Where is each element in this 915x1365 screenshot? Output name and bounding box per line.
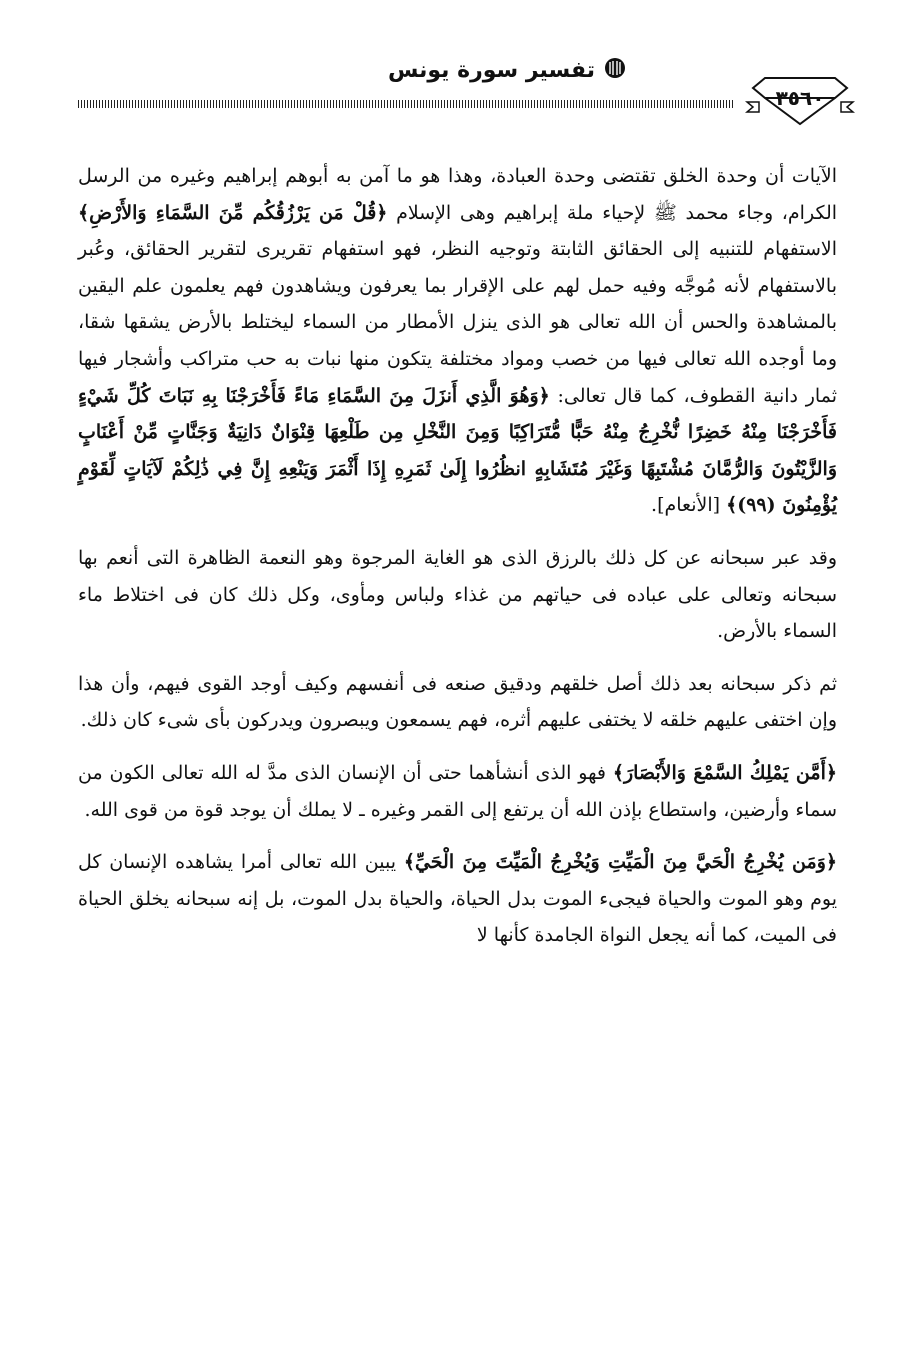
paragraph bbox=[78, 666, 837, 739]
quran-verse: ﴿أَمَّن يَمْلِكُ السَّمْعَ وَالأَبْصَارَ﴾ bbox=[612, 761, 837, 784]
quran-verse: ﴿وَمَن يُخْرِجُ الْحَيَّ مِنَ الْمَيِّتِ وَيُخْرِجُ الْمَيِّتَ مِنَ الْحَيِّ﴾ bbox=[403, 851, 838, 874]
header-rule bbox=[78, 100, 735, 108]
quran-verse: ﴿وَهُوَ الَّذِي أَنزَلَ مِنَ السَّمَاءِ مَاءً فَأَخْرَجْنَا بِهِ نَبَاتَ كُلِّ شَيْءٍ فَأَخْرَجْنَا مِنْهُ خَضِرًا نُّخْرِجُ مِنْهُ حَبًّا مُّتَرَاكِبًا وَمِنَ النَّخْلِ مِن طَلْعِهَا قِنْوَانٌ دَانِيَةٌ وَجَنَّاتٍ مِّنْ أَعْنَابٍ وَالزَّيْتُونَ وَالرُّمَّانَ مُشْتَبِهًا وَغَيْرَ مُتَشَابِهٍ انظُرُوا إِلَىٰ ثَمَرِهِ إِذَا أَثْمَرَ وَيَنْعِهِ إِنَّ فِي ذَٰلِكُمْ لَآيَاتٍ لِّقَوْمٍ يُؤْمِنُونَ (٩٩)﴾ bbox=[78, 384, 837, 517]
page-number: ٣٥٦٠ bbox=[775, 86, 825, 110]
body-text bbox=[78, 158, 837, 970]
ornament-icon bbox=[603, 56, 627, 80]
paragraph-text: يبين الله تعالى أمرا يشاهده الإنسان كل يوم وهو الموت والحياة فيجىء الموت بدل الحياة، والحياة بدل الموت، بل إنه سبحانه يخلق الحياة فى الميت، كما أنه يجعل النواة الجامدة كأنها لا bbox=[78, 851, 837, 947]
paragraph-text: فهو الذى أنشأهما حتى أن الإنسان الذى مدَّ له الله تعالى الكون من سماء وأرضين، واستطاع بإذن الله أن يرتفع إلى القمر وغيره ـ لا يملك أن يوجد قوة من قوى الله. bbox=[78, 761, 837, 821]
running-title: تفسير سورة يونس bbox=[388, 58, 595, 83]
paragraph-text: الاستفهام للتنبيه إلى الحقائق الثابتة وتوجيه النظر، فهو استفهام تقريرى لتقرير الحقائق، وعُبر بالاستفهام لأنه مُوجَّه وفيه حمل لهم على الإقرار بما يعرفون ويشاهدون فهم يعلمون علم اليقين بالمشاهدة والحس أن الله تعالى هو الذى ينزل الأمطار من السماء ليختلط بالأرض يشقها شقا، وما أوجده الله تعالى فيها من خصب ومواد مختلفة يتكون منها نبات به حب متراكب وأشجار فيها ثمار دانية القطوف، كما قال تعالى: bbox=[78, 238, 837, 407]
quran-verse: ﴿قُلْ مَن يَرْزُقُكُم مِّنَ السَّمَاءِ وَالأَرْضِ﴾ bbox=[78, 201, 388, 224]
paragraph bbox=[78, 540, 837, 650]
paragraph-text: ثم ذكر سبحانه بعد ذلك أصل خلقهم ودقيق صنعه فى أنفسهم وكيف أوجد القوى فيهم، وأن هذا وإن اختفى عليهم خلقه لا يختفى عليهم أثره، فهم يسمعون ويبصرون ويدركون بأى شىء كان ذلك. bbox=[78, 672, 837, 732]
paragraph-text: وقد عبر سبحانه عن كل ذلك بالرزق الذى هو الغاية المرجوة وهو النعمة الظاهرة التى أنعم بها سبحانه وتعالى على عباده فى حياتهم من غذاء ولباس ومأوى، وكل ذلك كان فى اختلاط ماء السماء بالأرض. bbox=[78, 546, 837, 643]
paragraph bbox=[78, 844, 837, 954]
paragraph bbox=[78, 755, 837, 828]
page-header bbox=[60, 40, 855, 130]
paragraph-text: [الأنعام]. bbox=[651, 494, 727, 517]
paragraph-text: الآيات أن وحدة الخلق تقتضى وحدة العبادة، وهذا هو ما آمن به أبوهم إبراهيم وغيره من الرسل الكرام، وجاء محمد ﷺ لإحياء ملة إبراهيم وهى الإسلام bbox=[78, 165, 838, 224]
paragraph bbox=[78, 158, 837, 524]
